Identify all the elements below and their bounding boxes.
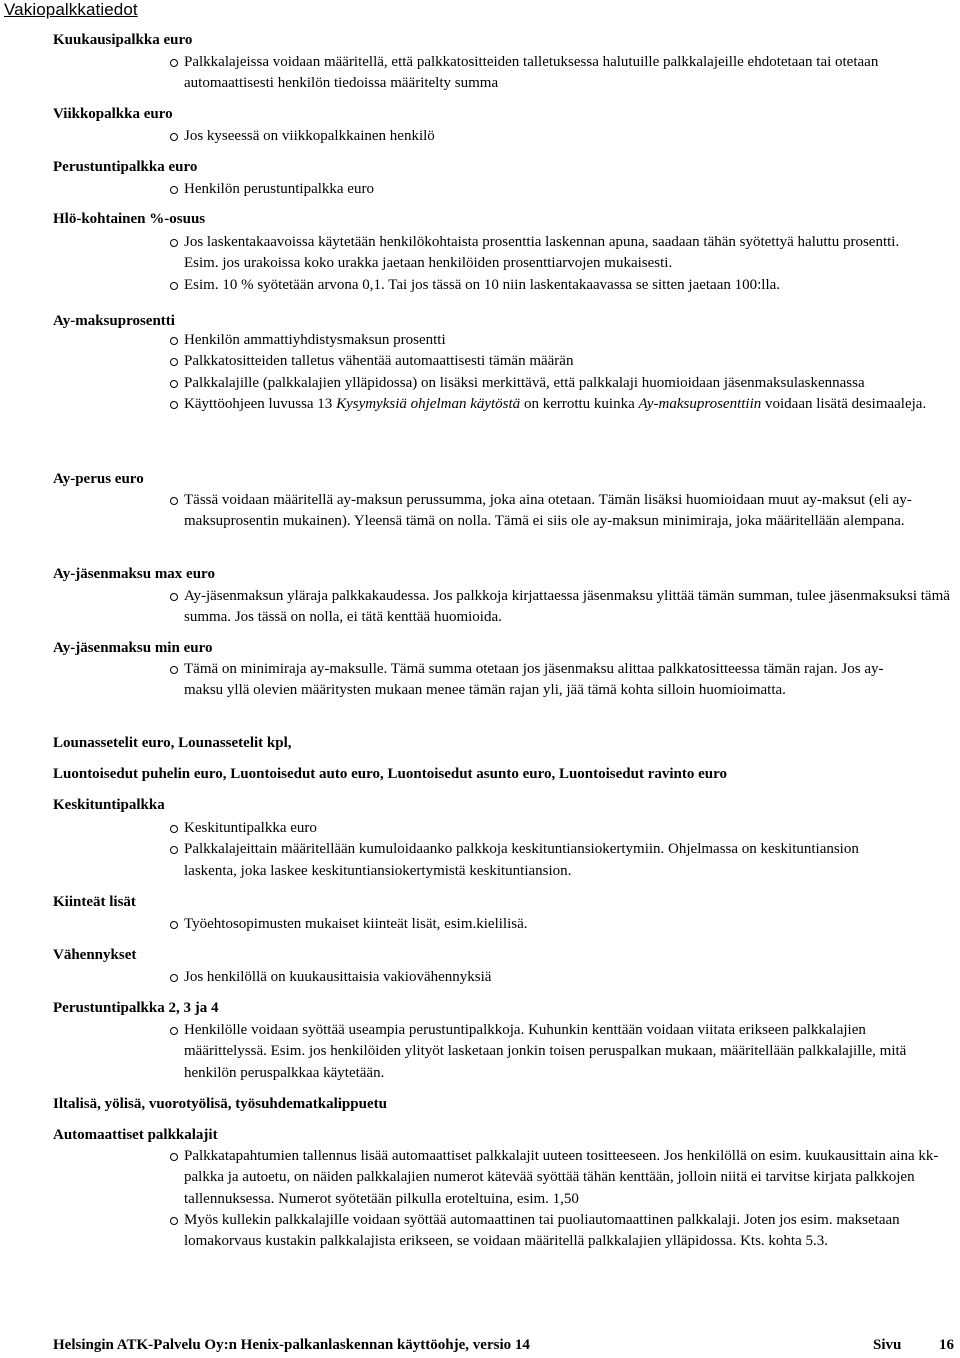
list-item: Jos laskentakaavoissa käytetään henkilökohtaista prosenttia laskennan apuna, saadaan tähän syötettyä haluttu prosentti. Esim. jos urakoissa koko urakka jaetaan henkilöiden prosenttiarvojen mukaisesti.: [184, 232, 909, 275]
list-item: Tämä on minimiraja ay-maksulle. Tämä summa otetaan jos jäsenmaksu alittaa palkkatositteessa tämän rajan. Jos ay-maksu yllä olevien määritysten mukaan menee tämän rajan yli, jää tämä kohta silloin huomioimatta.: [184, 659, 894, 702]
bullet-list: [184, 330, 944, 415]
bullet-list: [184, 818, 884, 882]
bullet-list: [184, 586, 954, 629]
list-item: Henkilölle voidaan syöttää useampia perustuntipalkkoja. Kuhunkin kenttään voidaan viitata erikseen palkkalajien määrittelyssä. Esim. jos henkilöiden ylityöt lasketaan jonkin toisen peruspalkan mukaan, määritellään palkkalajille, mitä henkilön peruspalkkaa käytetään.: [184, 1020, 919, 1084]
list-item: Jos henkilöllä on kuukausittaisia vakiovähennyksiä: [184, 967, 954, 988]
list-item: Palkkatositteiden talletus vähentää automaattisesti tämän määrän: [184, 351, 944, 372]
list-item: Keskituntipalkka euro: [184, 818, 884, 839]
list-item: Henkilön ammattiyhdistysmaksun prosentti: [184, 330, 944, 351]
page-label: Sivu: [873, 1337, 902, 1353]
italic-text: Kysymyksiä ohjelman käytöstä: [336, 395, 521, 412]
section-heading: Vähennykset: [53, 947, 137, 963]
section-heading: Ay-jäsenmaksu min euro: [53, 640, 213, 656]
list-item: Palkkatapahtumien tallennus lisää automaattiset palkkalajit uuteen tositteeseen. Jos henkilöllä on esim. kuukausittain aina kk-palkka ja autoetu, on näiden palkkalajien numerot kätevää syöttää tähän kenttään, jolloin niitä ei tarvitse kirjata palkkojen tallennuksessa. Numerot syötetään pilkulla eroteltuina, esim. 1,50: [184, 1146, 949, 1210]
bullet-list: [184, 52, 954, 95]
bullet-list: [184, 490, 946, 533]
bullet-list: [184, 232, 909, 296]
section-heading: Perustuntipalkka 2, 3 ja 4: [53, 1000, 219, 1016]
list-item: Palkkalajeittain määritellään kumuloidaanko palkkoja keskituntiansiokertymiin. Ohjelmassa on keskituntiansion laskenta, joka laskee keskituntiansiokertymistä keskituntiansion.: [184, 839, 884, 882]
bullet-list: [184, 967, 954, 988]
section-heading: Automaattiset palkkalajit: [53, 1127, 218, 1143]
bullet-list: [184, 179, 954, 200]
list-item: Henkilön perustuntipalkka euro: [184, 179, 954, 200]
list-item: Palkkalajille (palkkalajien ylläpidossa) on lisäksi merkittävä, että palkkalaji huomioidaan jäsenmaksulaskennassa: [184, 373, 944, 394]
section-heading: Keskituntipalkka: [53, 797, 165, 813]
italic-text: Ay-maksuprosenttiin: [638, 395, 762, 412]
bullet-list: [184, 1146, 949, 1252]
list-item: Palkkalajeissa voidaan määritellä, että palkkatositteiden talletuksessa halutuille palkkalajeille ehdotetaan tai otetaan automaattisesti henkilön tiedoissa määritelty summa: [184, 52, 954, 95]
section-heading: Kiinteät lisät: [53, 894, 136, 910]
text-run: Käyttöohjeen luvussa 13: [184, 395, 337, 412]
section-heading: Hlö-kohtainen %-osuus: [53, 211, 206, 227]
page-title: Vakiopalkkatiedot: [4, 0, 138, 19]
section-heading: Iltalisä, yölisä, vuorotyölisä, työsuhdematkalippuetu: [53, 1096, 387, 1112]
section-heading: Perustuntipalkka euro: [53, 159, 198, 175]
section-heading: Viikkopalkka euro: [53, 106, 173, 122]
list-item: Myös kullekin palkkalajille voidaan syöttää automaattinen tai puoliautomaattinen palkkalaji. Joten jos esim. maksetaan lomakorvaus kustakin palkkalajista erikseen, se voidaan määritellä palkkalajien ylläpidossa. Kts. kohta 5.3.: [184, 1210, 949, 1253]
section-heading: Ay-perus euro: [53, 471, 144, 487]
list-item: Jos kyseessä on viikkopalkkainen henkilö: [184, 126, 954, 147]
footer-text: Helsingin ATK-Palvelu Oy:n Henix-palkanlaskennan käyttöohje, versio 14: [53, 1337, 530, 1353]
list-item: Työehtosopimusten mukaiset kiinteät lisät, esim.kielilisä.: [184, 914, 954, 935]
text-run: voidaan lisätä desimaaleja.: [761, 395, 927, 412]
section-heading: Ay-jäsenmaksu max euro: [53, 566, 215, 582]
page-number: 16: [939, 1337, 954, 1353]
section-heading: Lounassetelit euro, Lounassetelit kpl,: [53, 735, 292, 751]
page-footer: [53, 1337, 960, 1354]
list-item: [184, 394, 944, 415]
list-item: Esim. 10 % syötetään arvona 0,1. Tai jos tässä on 10 niin laskentakaavassa se sitten jaetaan 100:lla.: [184, 275, 909, 296]
section-heading: Kuukausipalkka euro: [53, 32, 193, 48]
section-heading: Luontoisedut puhelin euro, Luontoisedut auto euro, Luontoisedut asunto euro, Luontoisedut ravinto euro: [53, 766, 728, 782]
bullet-list: [184, 126, 954, 147]
bullet-list: [184, 1020, 919, 1084]
list-item: Tässä voidaan määritellä ay-maksun perussumma, joka aina otetaan. Tämän lisäksi huomioidaan muut ay-maksut (eli ay-maksuprosentin mukainen). Yleensä tämä on nolla. Tämä ei siis ole ay-maksun minimiraja, joka määritellään alempana.: [184, 490, 946, 533]
list-item: Ay-jäsenmaksun yläraja palkkakaudessa. Jos palkkoja kirjattaessa jäsenmaksu ylittää tämän summan, tulee jäsenmaksuksi tämä summa. Jos tässä on nolla, ei tätä kenttää huomioida.: [184, 586, 954, 629]
text-run: on kerrottu kuinka: [520, 395, 639, 412]
bullet-list: [184, 659, 894, 702]
bullet-list: [184, 914, 954, 935]
section-heading: Ay-maksuprosentti: [53, 313, 175, 329]
